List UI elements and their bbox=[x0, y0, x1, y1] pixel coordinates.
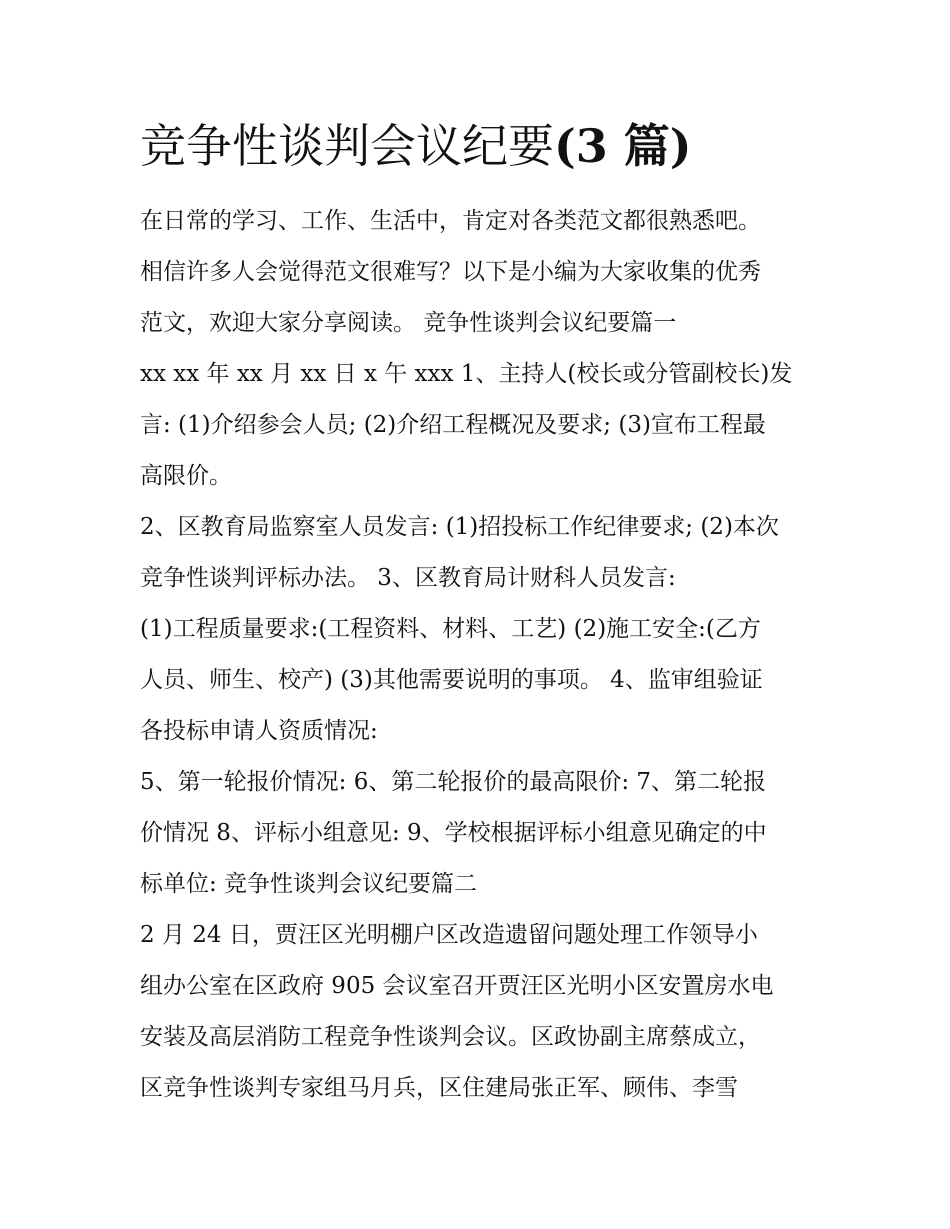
body-line: 相信许多人会觉得范文很难写？以下是小编为大家收集的优秀 bbox=[140, 259, 761, 285]
title-main: 竞争性谈判会议纪要 bbox=[140, 119, 554, 173]
body-line: 人员、师生、校产) (3)其他需要说明的事项。 4、监审组验证 bbox=[140, 667, 763, 693]
title-suffix: (3 篇) bbox=[554, 119, 692, 173]
body-line: 高限价。 bbox=[140, 463, 232, 489]
body-line: 价情况 8、评标小组意见: 9、学校根据评标小组意见确定的中 bbox=[140, 820, 767, 846]
document-body bbox=[140, 196, 820, 1114]
document-title bbox=[140, 116, 692, 176]
body-line: 言: (1)介绍参会人员; (2)介绍工程概况及要求; (3)宣布工程最 bbox=[140, 412, 766, 438]
body-line: 安装及高层消防工程竞争性谈判会议。区政协副主席蔡成立， bbox=[140, 1024, 761, 1050]
body-line: 5、第一轮报价情况: 6、第二轮报价的最高限价: 7、第二轮报 bbox=[140, 769, 767, 795]
body-line: 范文，欢迎大家分享阅读。 竞争性谈判会议纪要篇一 bbox=[140, 310, 677, 336]
body-line: 区竞争性谈判专家组马月兵，区住建局张正军、顾伟、李雪 bbox=[140, 1075, 738, 1101]
body-line: (1)工程质量要求:(工程资料、材料、工艺) (2)施工安全:(乙方 bbox=[140, 616, 761, 642]
body-line: 2、区教育局监察室人员发言: (1)招投标工作纪律要求; (2)本次 bbox=[140, 514, 779, 540]
body-line: 在日常的学习、工作、生活中，肯定对各类范文都很熟悉吧。 bbox=[140, 208, 761, 234]
body-line: 标单位: 竞争性谈判会议纪要篇二 bbox=[140, 871, 478, 897]
body-line: 竞争性谈判评标办法。 3、区教育局计财科人员发言: bbox=[140, 565, 676, 591]
body-line: 组办公室在区政府 905 会议室召开贾汪区光明小区安置房水电 bbox=[140, 973, 774, 999]
body-line: xx xx 年 xx 月 xx 日 x 午 xxx 1、主持人(校长或分管副校长)发 bbox=[140, 361, 793, 387]
body-line: 2 月 24 日，贾汪区光明棚户区改造遗留问题处理工作领导小 bbox=[140, 922, 758, 948]
body-line: 各投标申请人资质情况: bbox=[140, 718, 378, 744]
